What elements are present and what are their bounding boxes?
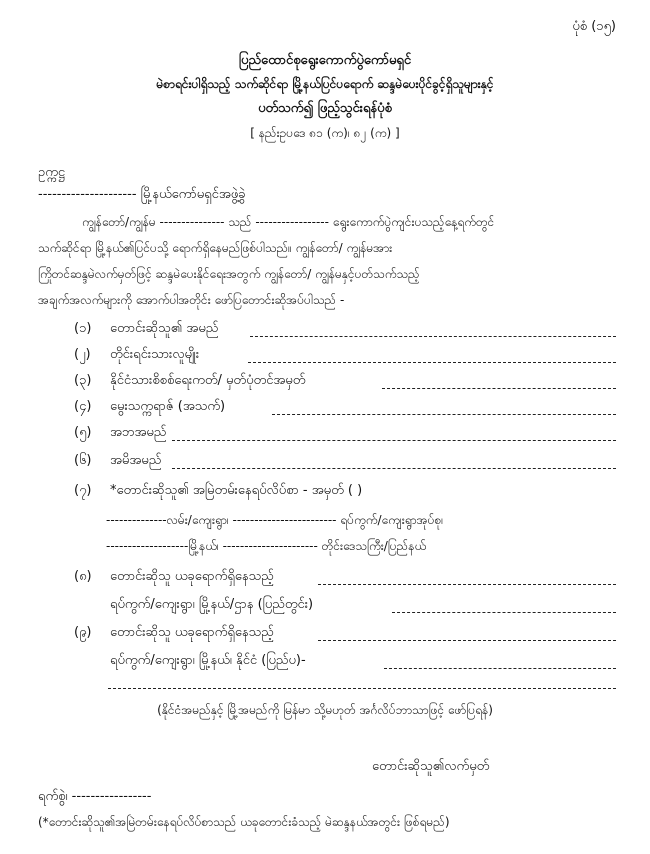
address-line-b: -------------------မြို့နယ်၊ ---------------------- တိုင်းဒေသကြီး/ပြည်နယ် <box>106 539 427 553</box>
item-2-fill-line[interactable] <box>248 362 616 363</box>
item-8-fill-line[interactable] <box>318 584 616 585</box>
item-1-fill-line[interactable] <box>250 336 616 337</box>
date-label: ရက်စွဲ၊ ----------------- <box>38 789 152 804</box>
form-number: ပုံစံ (၁၅) <box>572 19 616 34</box>
item-1-number: (၁) <box>74 321 92 336</box>
item-4-fill-line[interactable] <box>272 414 616 415</box>
body-line-2: သက်ဆိုင်ရာ မြို့နယ်၏ပြင်ပသို့ ရောက်ရှိနေမည်ဖြစ်ပါသည်။ ကျွန်တော်/ ကျွန်မအား <box>38 241 393 255</box>
item-1-label: တောင်းဆိုသူ၏ အမည် <box>110 321 219 336</box>
signature-label: တောင်းဆိုသူ၏လက်မှတ် <box>372 759 490 774</box>
item-3-label: နိုင်ငံသားစိစစ်ရေးကတ်/ မှတ်ပုံတင်အမှတ် <box>110 373 306 388</box>
heading-line-1: ပြည်ထောင်စုရွေးကောက်ပွဲကော်မရှင် <box>238 53 412 68</box>
body-line-1: ကျွန်တော်/ကျွန်မ --------------- သည် ----------------- ရွေးကောက်ပွဲကျင်းပသည့်နေ့ရက်တွင် <box>82 215 495 229</box>
item-9-sub-fill-line[interactable] <box>384 668 616 669</box>
addressee: --------------------- မြို့နယ်ကော်မရှင်အဖွဲ့ခွဲ <box>38 187 246 202</box>
footnote: (*တောင်းဆိုသူ၏အမြဲတမ်းနေရပ်လိပ်စာသည် ယခုတောင်းခံသည့် မဲဆန္ဒနယ်အတွင်း ဖြစ်ရမည်) <box>38 815 450 829</box>
item-4-label: မွေးသက္ကရာဇ် (အသက်) <box>110 399 226 414</box>
item-6-fill-line[interactable] <box>172 468 616 469</box>
language-note: (နိုင်ငံအမည်နှင့် မြို့အမည်ကို မြန်မာ သို့မဟုတ် အင်္ဂလိပ်ဘာသာဖြင့် ဖော်ပြရန်) <box>157 703 493 717</box>
item-7-number: (၇) <box>74 483 92 498</box>
item-5-fill-line[interactable] <box>172 440 616 441</box>
address-line-a: --------------လမ်း/ကျေးရွာ၊ ------------------------ ရပ်ကွက်/ကျေးရွာအုပ်စု၊ <box>106 513 444 527</box>
item-8-number: (၈) <box>74 569 92 584</box>
item-6-label: အမိအမည် <box>110 453 162 468</box>
item-8-label: တောင်းဆိုသူ ယခုရောက်ရှိနေသည့် <box>110 569 274 584</box>
item-7-label: *တောင်းဆိုသူ၏ အမြဲတမ်းနေရပ်လိပ်စာ - အမှတ် ( ) <box>110 483 363 498</box>
item-3-fill-line[interactable] <box>382 388 616 389</box>
item-2-label: တိုင်းရင်းသားလူမျိုး <box>110 347 200 362</box>
body-line-4: အချက်အလက်များကို အောက်ပါအတိုင်း ဖော်ပြတောင်းဆိုအပ်ပါသည် - <box>38 293 345 307</box>
heading-line-2: မဲစာရင်းပါရှိသည့် သက်ဆိုင်ရာ မြို့နယ်ပြင်ပရောက် ဆန္ဒမဲပေးပိုင်ခွင့်ရှိသူများနှင့် <box>156 77 494 91</box>
item-3-number: (၃) <box>74 373 92 388</box>
item-9-sub-label: ရပ်ကွက်/ကျေးရွာ၊ မြို့နယ်၊ နိုင်ငံ (ပြည်ပ)- <box>110 653 306 668</box>
item-2-number: (၂) <box>74 347 91 362</box>
rule-reference: [ နည်းဥပဒေ ၈၁ (က)၊ ၈၂ (က) ] <box>250 126 400 140</box>
item-4-number: (၄) <box>74 399 92 414</box>
item-5-number: (၅) <box>74 425 92 440</box>
heading-line-3: ပတ်သက်၍ ဖြည့်သွင်းရန်ပုံစံ <box>258 101 392 116</box>
item-9-fill-line[interactable] <box>318 640 616 641</box>
item-8-sub-label: ရပ်ကွက်/ကျေးရွာ၊ မြို့နယ်/ဌာန (ပြည်တွင်း) <box>110 597 314 612</box>
salutation: ဥက္ကဋ္ဌ <box>38 165 65 180</box>
item-9-number: (၉) <box>74 625 92 640</box>
item-9-label: တောင်းဆိုသူ ယခုရောက်ရှိနေသည့် <box>110 625 274 640</box>
item-6-number: (၆) <box>74 453 92 468</box>
item-9-extra-fill-line[interactable] <box>108 688 616 689</box>
item-8-sub-fill-line[interactable] <box>392 612 616 613</box>
item-5-label: အဘအမည် <box>110 425 167 440</box>
body-line-3: ကြိုတင်ဆန္ဒမဲလက်မှတ်ဖြင့် ဆန္ဒမဲပေးနိုင်ရေးအတွက် ကျွန်တော်/ ကျွန်မနှင့်ပတ်သက်သည့် <box>38 267 420 281</box>
